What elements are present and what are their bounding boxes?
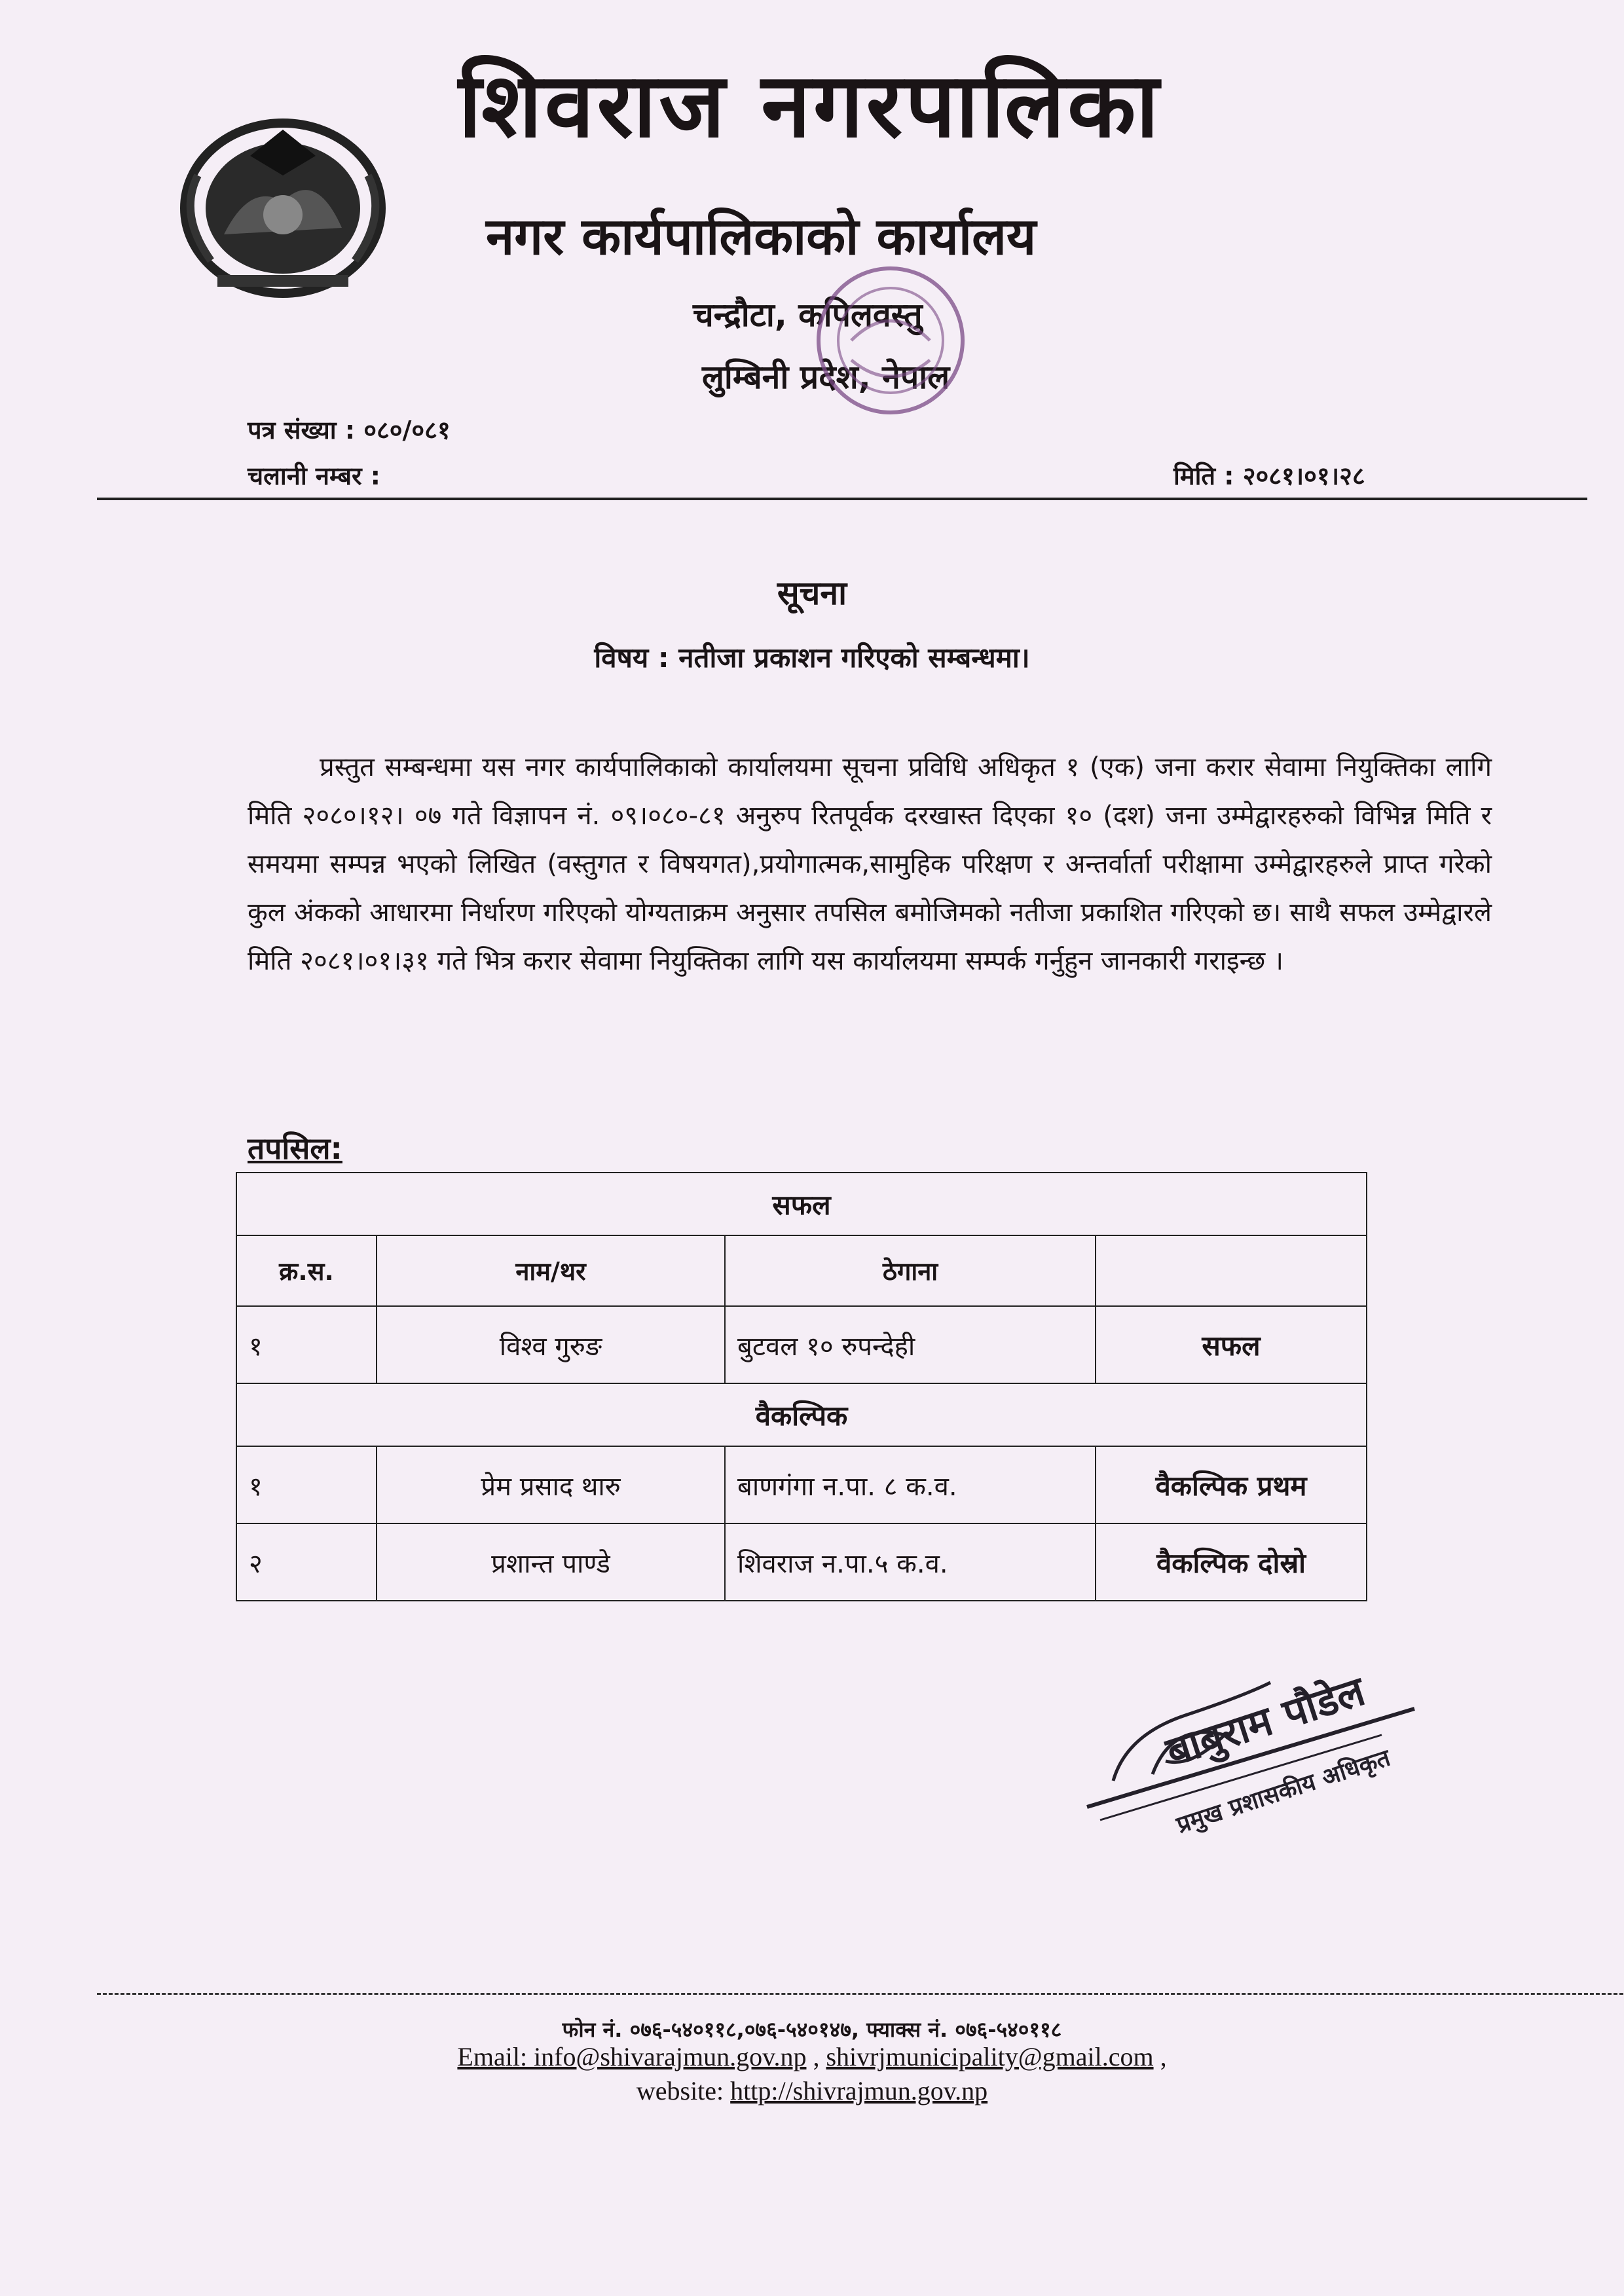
location-line: चन्द्रौटा, कपिलवस्तु bbox=[693, 296, 923, 334]
header-status bbox=[1096, 1235, 1367, 1306]
province-line: लुम्बिनी प्रदेश, नेपाल bbox=[702, 358, 950, 396]
email-link-primary[interactable]: Email: info@shivarajmun.gov.np bbox=[457, 2042, 807, 2071]
reference-number bbox=[248, 412, 451, 446]
section-title-success: सफल bbox=[236, 1173, 1367, 1235]
notice-subject: विषय : नतीजा प्रकाशन गरिएको सम्बन्धमा। bbox=[594, 642, 1030, 674]
reference-value: ०८०/०८१ bbox=[363, 416, 451, 445]
email-tail: , bbox=[1153, 2042, 1167, 2071]
result-table bbox=[236, 1172, 1367, 1601]
notice-body: प्रस्तुत सम्बन्धमा यस नगर कार्यपालिकाको कार्यालयमा सूचना प्रविधि अधिकृत १ (एक) जना करार सेवामा नियुक्तिका लागि मिति २०८०।१२। ०७ गते विज्ञापन नं. ०९।०८०-८१ अनुरुप रितपूर्वक दरखास्त दिएका १० (दश) जना उम्मेद्वारहरुको विभिन्न मिति र समयमा सम्पन्न भएको लिखित (वस्तुगत र विषयगत),प्रयोगात्मक,सामुहिक परिक्षण र अन्तर्वार्ता परीक्षामा उम्मेद्वारहरुले प्राप्त गरेको कुल अंकको आधारमा निर्धारण गरिएको योग्यताक्रम अनुसार तपसिल बमोजिमको नतीजा प्रकाशित गरिएको छ। साथै सफल उम्मेद्वारले मिति २०८१।०१।३१ गते भित्र करार सेवामा नियुक्तिका लागि यस कार्यालयमा सम्पर्क गर्नुहुन जानकारी गराइन्छ । bbox=[248, 752, 1492, 976]
header-divider bbox=[97, 498, 1587, 500]
cell-serial: २ bbox=[236, 1523, 377, 1601]
email-separator: , bbox=[806, 2042, 826, 2071]
cell-serial: १ bbox=[236, 1306, 377, 1383]
footer-website-line bbox=[0, 2075, 1624, 2106]
details-heading: तपसिल: bbox=[248, 1131, 342, 1166]
office-stamp-icon bbox=[805, 242, 976, 439]
letter-date bbox=[1173, 458, 1365, 492]
website-label: website: bbox=[636, 2076, 731, 2105]
cell-name: प्रेम प्रसाद थारु bbox=[377, 1446, 725, 1523]
dispatch-label: चलानी नम्बर : bbox=[248, 462, 381, 490]
section-title-alternate: वैकल्पिक bbox=[236, 1383, 1367, 1446]
section-row-alternate bbox=[236, 1383, 1367, 1446]
table-row bbox=[236, 1446, 1367, 1523]
nepal-emblem-icon bbox=[172, 103, 401, 300]
cell-name: विश्व गुरुङ bbox=[377, 1306, 725, 1383]
table-row bbox=[236, 1523, 1367, 1601]
header-address: ठेगाना bbox=[725, 1235, 1096, 1306]
footer-divider bbox=[97, 1993, 1624, 1995]
cell-serial: १ bbox=[236, 1446, 377, 1523]
cell-address: बाणगंगा न.पा. ८ क.व. bbox=[725, 1446, 1096, 1523]
website-link[interactable]: http://shivrajmun.gov.np bbox=[730, 2076, 988, 2105]
table-row bbox=[236, 1306, 1367, 1383]
reference-label: पत्र संख्या : bbox=[248, 416, 356, 445]
section-row-success bbox=[236, 1173, 1367, 1235]
date-value: २०८१।०१।२८ bbox=[1242, 462, 1365, 490]
header-serial: क्र.स. bbox=[236, 1235, 377, 1306]
footer-email-line bbox=[0, 2041, 1624, 2072]
header-name: नाम/थर bbox=[377, 1235, 725, 1306]
office-name: नगर कार्यपालिकाको कार्यालय bbox=[486, 208, 1037, 266]
notice-title: सूचना bbox=[777, 574, 847, 612]
dispatch-number bbox=[248, 458, 380, 492]
cell-status: वैकल्पिक दोस्रो bbox=[1096, 1523, 1367, 1601]
email-link-secondary[interactable]: shivrjmunicipality@gmail.com bbox=[826, 2042, 1154, 2071]
municipality-name: शिवराज नगरपालिका bbox=[458, 54, 1162, 158]
signatory-title: प्रमुख प्रशासकीय अधिकृत bbox=[1173, 1744, 1394, 1839]
cell-address: शिवराज न.पा.५ क.व. bbox=[725, 1523, 1096, 1601]
date-label: मिति : bbox=[1173, 462, 1234, 490]
table-header-row bbox=[236, 1235, 1367, 1306]
signatory-name: बाबुराम पौडेल bbox=[1160, 1666, 1371, 1776]
cell-status: वैकल्पिक प्रथम bbox=[1096, 1446, 1367, 1523]
cell-name: प्रशान्त पाण्डे bbox=[377, 1523, 725, 1601]
cell-address: बुटवल १० रुपन्देही bbox=[725, 1306, 1096, 1383]
cell-status: सफल bbox=[1096, 1306, 1367, 1383]
footer-phone: फोन नं. ०७६-५४०११८,०७६-५४०१४७, फ्याक्स नं. ०७६-५४०११८ bbox=[562, 2017, 1062, 2042]
